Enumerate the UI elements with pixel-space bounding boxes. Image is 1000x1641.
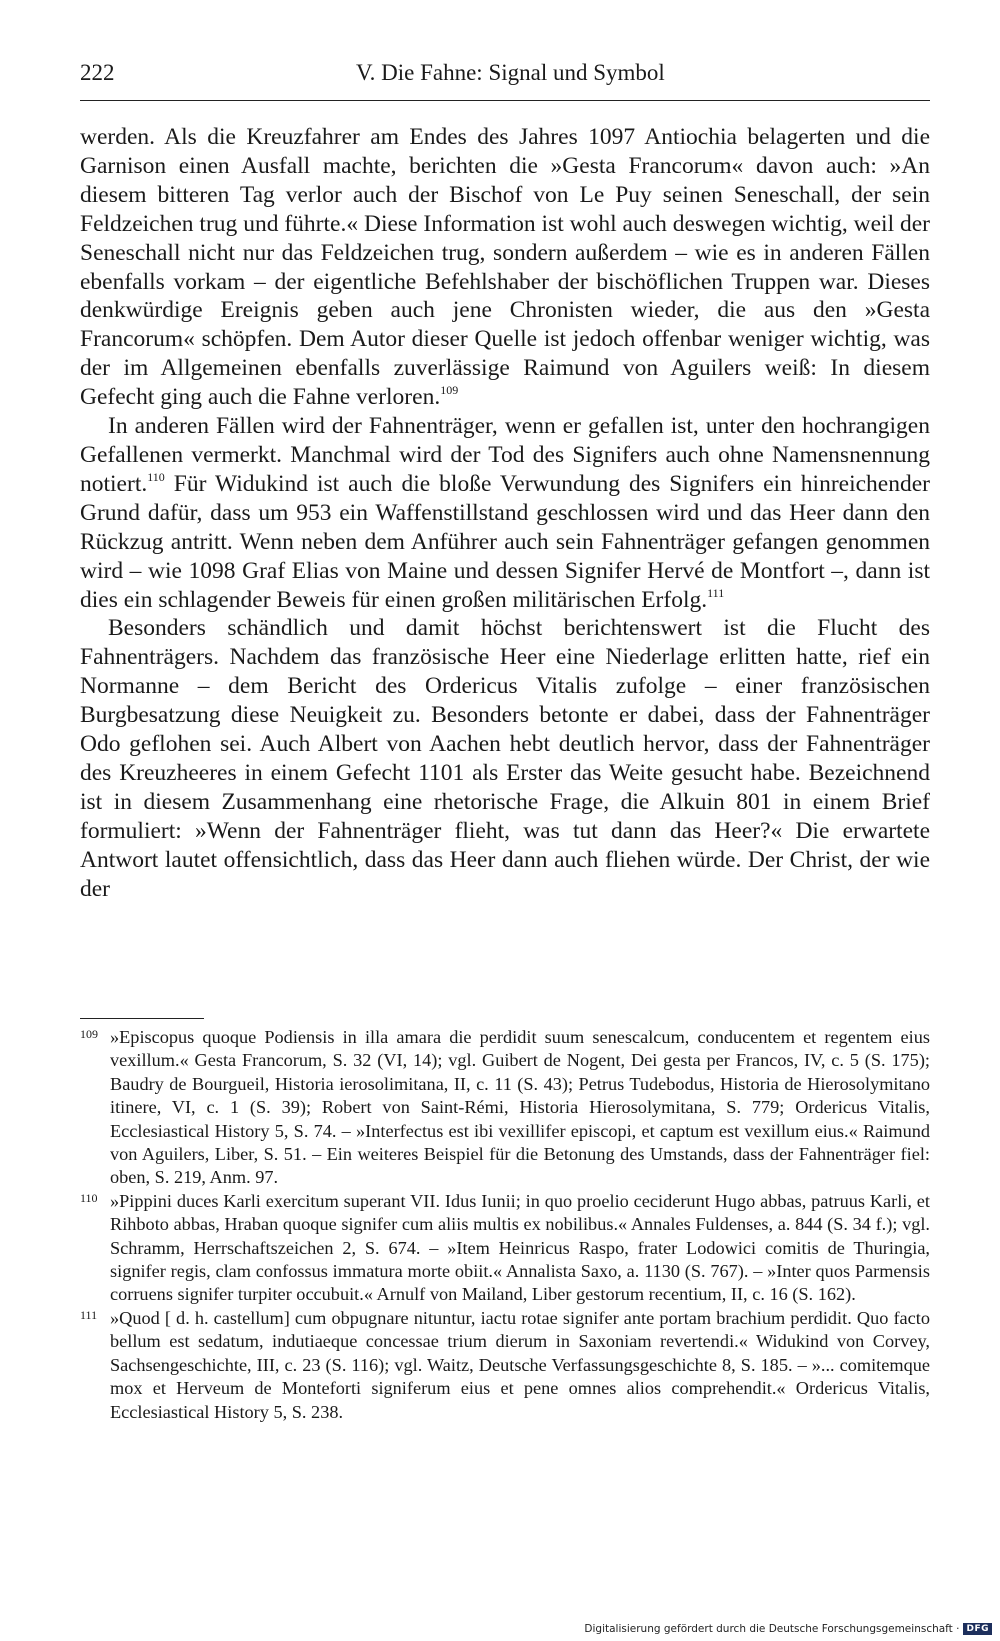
footnote-number: 110 bbox=[80, 1190, 98, 1205]
digitization-credit: Digitalisierung gefördert durch die Deutsche Forschungsgemeinschaft · bbox=[584, 1623, 960, 1635]
footnote-number: 109 bbox=[80, 1027, 98, 1041]
paragraph-text: Für Widukind ist auch die bloße Verwundung des Signifers ein hinreichender Grund dafür, dass um 953 ein Waffenstillstand geschlossen wird und das Heer dann den Rückzug antritt. Wenn neben dem Anführer auch sein Fahnenträger gefangen genommen wird – wie 1098 Graf Elias von Maine und dessen Signifer Hervé de Montfort –, dann ist dies ein schlagender Beweis für einen großen militärischen Erfolg. bbox=[80, 470, 930, 613]
footnote-text: »Pippini duces Karli exercitum superant VII. Idus Iunii; in quo proelio ceciderunt Hugo abbas, patruus Karli, et Rihboto abbas, Hraban quoque signifer cum aliis multis ex nobilibus.« Annales Fuldenses, a. 844 (S. 34 f.); vgl. Schramm, Herrschaftszeichen 2, S. 674. – »Item Heinricus Raspo, frater Lodowici comitis de Thuringia, signifer regis, clam confossus immatura morte obiit.« Annalista Saxo, a. 1130 (S. 767). – »Inter quos Parmensis corruens signifer turpiter occubuit.« Arnulf von Mailand, Liber gestorum recentium, II, c. 16 (S. 162). bbox=[110, 1190, 930, 1305]
footnote-109 bbox=[80, 1026, 930, 1190]
footnote-ref-111[interactable]: 111 bbox=[707, 585, 725, 600]
footnote-111 bbox=[80, 1307, 930, 1424]
footnote-divider bbox=[80, 1018, 204, 1019]
page-number: 222 bbox=[80, 60, 115, 85]
footnote-110 bbox=[80, 1190, 930, 1307]
paragraph-2 bbox=[80, 412, 930, 614]
page-header bbox=[80, 60, 930, 101]
paragraph-3 bbox=[80, 614, 930, 903]
footnotes bbox=[80, 1026, 930, 1424]
footnote-text: »Quod [ d. h. castellum] cum obpugnare nituntur, iactu rotae signifer ante portam brachium perdidit. Quo facto bellum est sedatum, indutiaeque concessae trium dierum in Saxoniam revertendi.« Widukind von Corvey, Sachsengeschichte, III, c. 23 (S. 116); vgl. Waitz, Deutsche Verfassungsgeschichte 8, S. 185. – »... comitemque mox et Herveum de Monteforti signiferum eius et pene omnes alios comprehendit.« Ordericus Vitalis, Ecclesiastical History 5, S. 238. bbox=[110, 1307, 930, 1422]
paragraph-text: werden. Als die Kreuzfahrer am Endes des Jahres 1097 Antiochia belagerten und die Garnison einen Ausfall machte, berichten die »Gesta Francorum« davon auch: »An diesem bitteren Tag verlor auch der Bischof von Le Puy seinen Seneschall, der sein Feldzeichen trug und führte.« Diese Information ist wohl auch deswegen wichtig, weil der Seneschall nicht nur das Feldzeichen trug, sondern außerdem – wie es in anderen Fällen ebenfalls vorkam – der eigentliche Befehlshaber der bischöflichen Truppen war. Dieses denkwürdige Ereignis geben auch jene Chronisten wieder, die aus den »Gesta Francorum« schöpfen. Dem Autor dieser Quelle ist jedoch offenbar weniger wichtig, was der im Allgemeinen ebenfalls zuverlässige Raimund von Aguilers weiß: In diesem Gefecht ging auch die Fahne verloren. bbox=[80, 124, 930, 411]
dfg-logo: DFG bbox=[963, 1623, 992, 1635]
main-text bbox=[80, 123, 930, 903]
running-title: V. Die Fahne: Signal und Symbol bbox=[356, 60, 665, 85]
paragraph-1 bbox=[80, 123, 930, 412]
footnote-number: 111 bbox=[80, 1307, 98, 1322]
paragraph-text: In anderen Fällen wird der Fahnenträger, wenn er gefallen ist, unter den hochrangigen Gefallenen vermerkt. Manchmal wird der Tod des Signifers auch ohne Namensnennung notiert. bbox=[80, 413, 930, 497]
paragraph-text: Besonders schändlich und damit höchst berichtenswert ist die Flucht des Fahnenträgers. Nachdem das französische Heer eine Niederlage erlitten hatte, rief ein Normanne – dem Bericht des Ordericus Vitalis zufolge – einer französischen Burgbesatzung diese Neuigkeit zu. Besonders betonte er dabei, dass der Fahnenträger Odo geflohen sei. Auch Albert von Aachen hebt deutlich hervor, dass der Fahnenträger des Kreuzheeres in einem Gefecht 1101 als Erster das Weite gesucht habe. Bezeichnend ist in diesem Zusammenhang eine rhetorische Frage, die Alkuin 801 in einem Brief formuliert: »Wenn der Fahnenträger flieht, was tut dann das Heer?« Die erwartete Antwort lautet offensichtlich, dass das Heer dann auch fliehen würde. Der Christ, der wie der bbox=[80, 615, 930, 902]
digitization-banner bbox=[584, 1621, 992, 1637]
footnote-text: »Episcopus quoque Podiensis in illa amara die perdidit suum senescalcum, conducentem et regentem eius vexillum.« Gesta Francorum, S. 32 (VI, 14); vgl. Guibert de Nogent, Dei gesta per Francos, IV, c. 5 (S. 175); Baudry de Bourgueil, Historia ierosolimitana, II, c. 11 (S. 43); Petrus Tudebodus, Historia de Hierosolymitano itinere, VI, c. 1 (S. 39); Robert von Saint-Rémi, Historia Hierosolymitana, S. 779; Ordericus Vitalis, Ecclesiastical History 5, S. 74. – »Interfectus est ibi vexillifer episcopi, et captum est vexillum eius.« Raimund von Aguilers, Liber, S. 51. – Ein weiteres Beispiel für die Betonung des Umstands, dass der Fahnenträger fiel: oben, S. 219, Anm. 97. bbox=[110, 1027, 930, 1188]
footnote-ref-110[interactable]: 110 bbox=[147, 469, 165, 484]
footnote-ref-109[interactable]: 109 bbox=[440, 383, 459, 398]
